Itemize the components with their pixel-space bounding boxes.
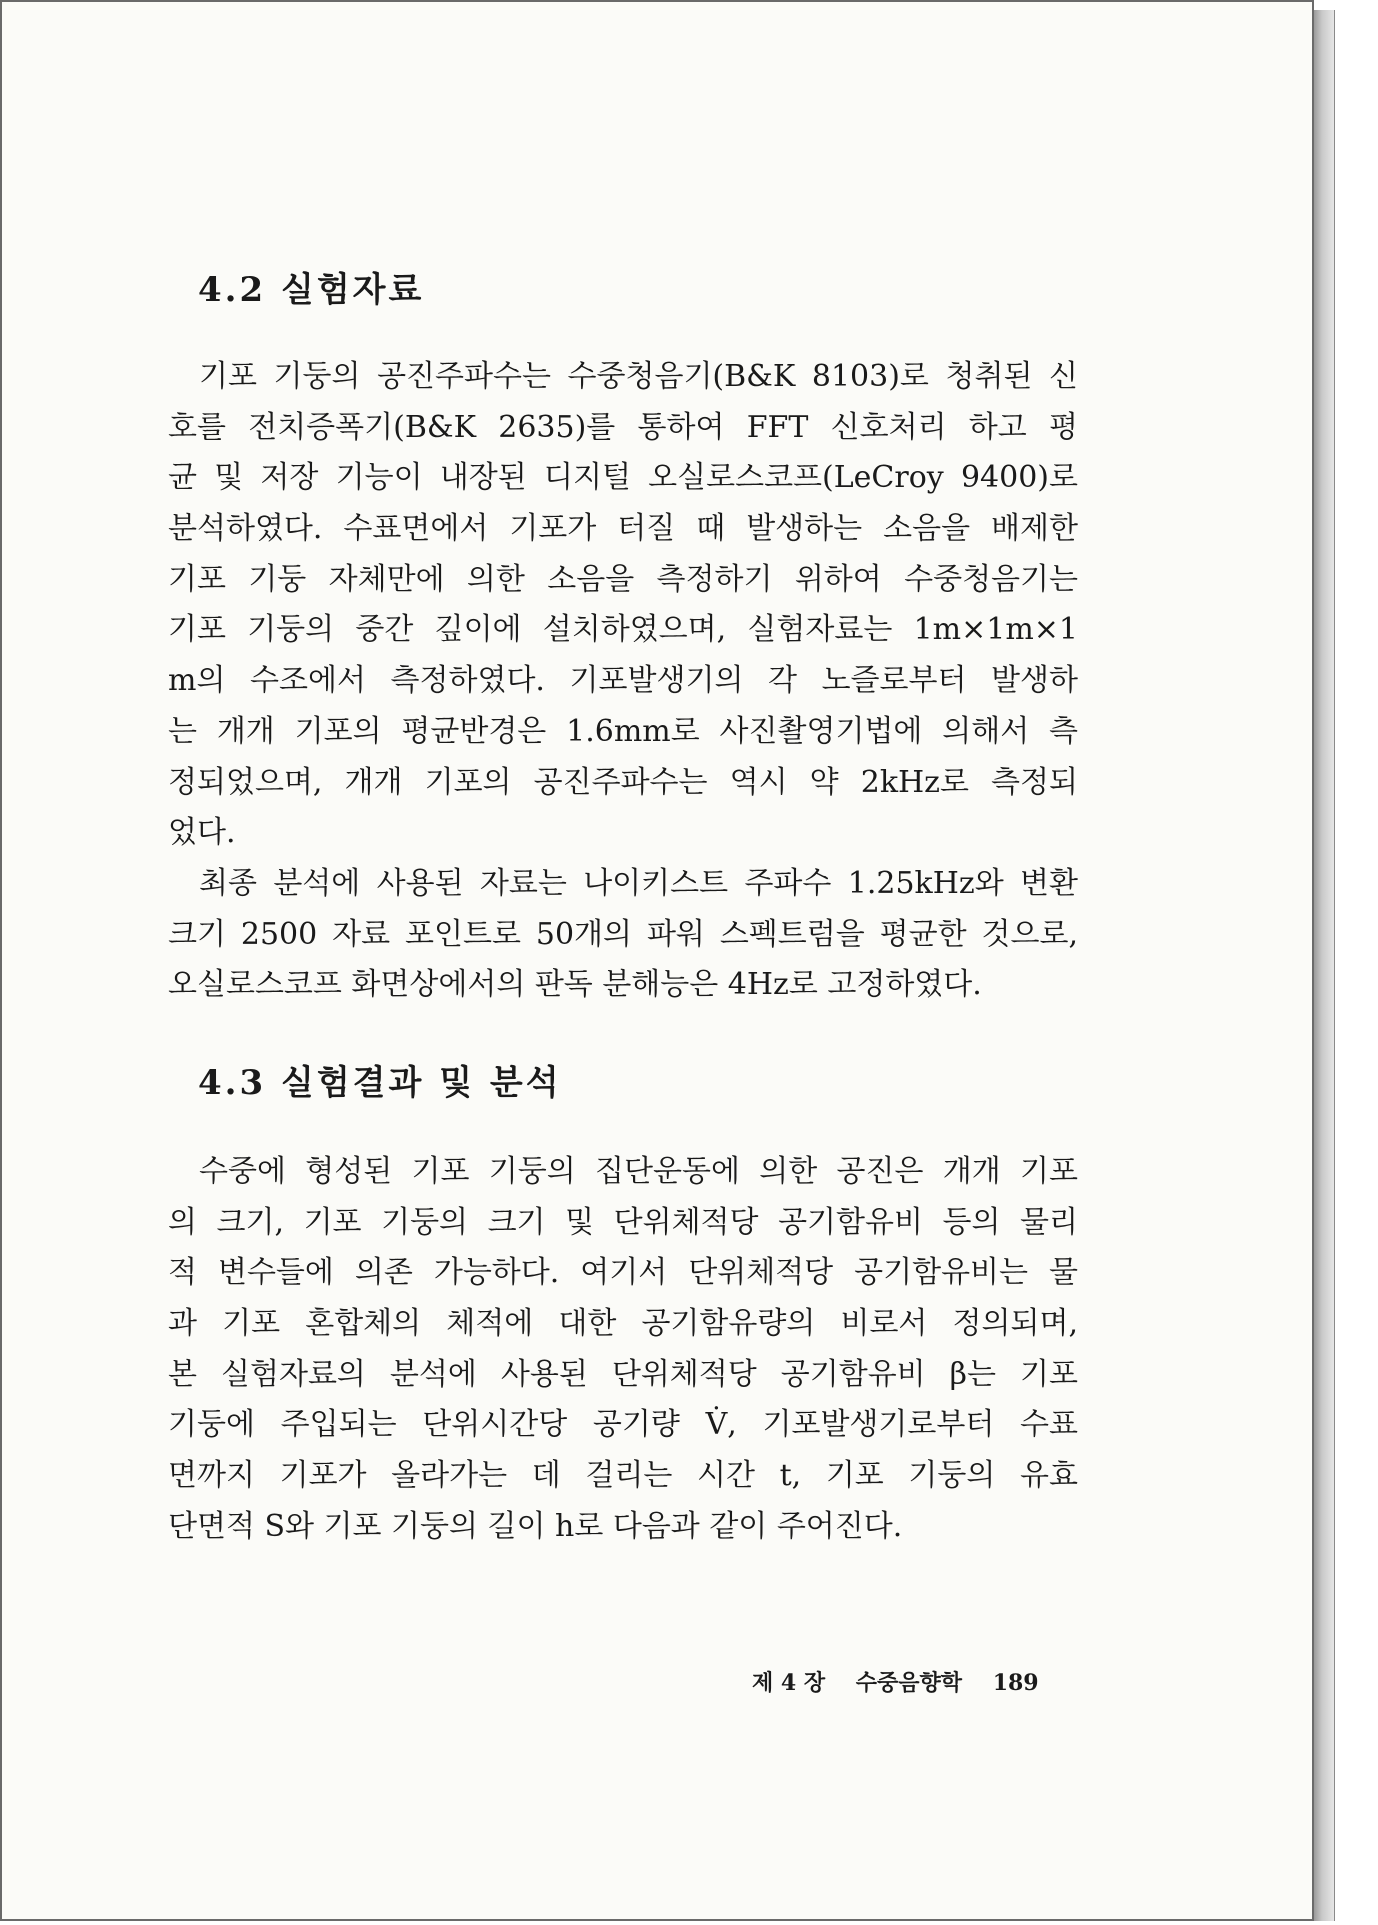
section-4-3-paragraph-1	[168, 1147, 1078, 1553]
text-line: 단면적 S와 기포 기둥의 길이 h로 다음과 같이 주어진다.	[168, 1508, 903, 1544]
text-line: 최종 분석에 사용된 자료는 나이키스트 주파수 1.25kHz와 변환	[199, 866, 1078, 901]
text-line: 크기 2500 자료 포인트로 50개의 파워 스펙트럼을 평균한 것으로,	[168, 916, 1078, 952]
text-line: 오실로스코프 화면상에서의 판독 분해능은 4Hz로 고정하였다.	[168, 967, 982, 1003]
section-4-2-paragraph-1	[168, 352, 1078, 859]
footer-chapter-title: 수중음향학	[855, 1670, 963, 1696]
text-line: 적 변수들에 의존 가능하다. 여기서 단위체적당 공기함유비는 물	[168, 1255, 1078, 1291]
text-line: 면까지 기포가 올라가는 데 걸리는 시간 t, 기포 기둥의 유효	[168, 1458, 1078, 1494]
page-edge-shadow	[1314, 10, 1335, 1921]
text-line: 의 크기, 기포 기둥의 크기 및 단위체적당 공기함유비 등의 물리	[168, 1204, 1078, 1240]
text-line: 수중에 형성된 기포 기둥의 집단운동에 의한 공진은 개개 기포	[199, 1154, 1078, 1189]
text-line: m의 수조에서 측정하였다. 기포발생기의 각 노즐로부터 발생하	[168, 663, 1078, 699]
section-heading-4-2: 4.2 실험자료	[198, 270, 425, 310]
text-line: 었다.	[168, 815, 236, 851]
text-line: 본 실험자료의 분석에 사용된 단위체적당 공기함유비 β는 기포	[168, 1356, 1078, 1392]
text-line: 는 개개 기포의 평균반경은 1.6mm로 사진촬영기법에 의해서 측	[168, 713, 1078, 749]
text-line: 과 기포 혼합체의 체적에 대한 공기함유량의 비로서 정의되며,	[168, 1306, 1078, 1342]
page-footer	[752, 1666, 1039, 1697]
section-4-2-paragraph-2	[168, 859, 1078, 1011]
text-line: 기둥에 주입되는 단위시간당 공기량 V̇, 기포발생기로부터 수표	[168, 1407, 1078, 1443]
text-line: 기포 기둥 자체만에 의한 소음을 측정하기 위하여 수중청음기는	[168, 561, 1078, 597]
text-line: 분석하였다. 수표면에서 기포가 터질 때 발생하는 소음을 배제한	[168, 511, 1078, 547]
text-line: 기포 기둥의 중간 깊이에 설치하였으며, 실험자료는 1m×1m×1	[168, 612, 1078, 648]
section-heading-4-3: 4.3 실험결과 및 분석	[198, 1063, 562, 1103]
footer-page-number: 189	[992, 1670, 1039, 1696]
text-line: 호를 전치증폭기(B&K 2635)를 통하여 FFT 신호처리 하고 평	[168, 409, 1078, 445]
text-line: 기포 기둥의 공진주파수는 수중청음기(B&K 8103)로 청취된 신	[199, 359, 1078, 394]
text-line: 정되었으며, 개개 기포의 공진주파수는 역시 약 2kHz로 측정되	[168, 764, 1078, 800]
footer-chapter: 제 4 장	[752, 1670, 826, 1696]
text-line: 균 및 저장 기능이 내장된 디지털 오실로스코프(LeCroy 9400)로	[168, 460, 1078, 496]
